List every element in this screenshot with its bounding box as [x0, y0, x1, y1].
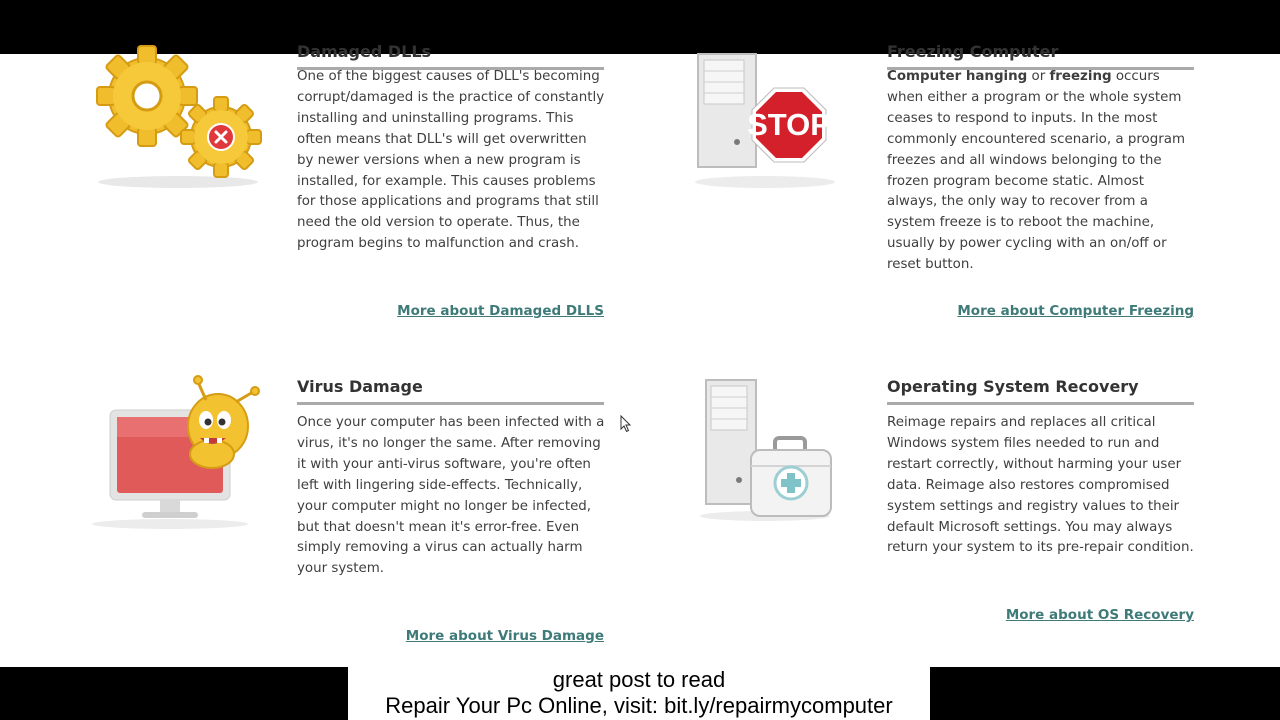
more-about-computer-freezing-link[interactable]: More about Computer Freezing — [957, 303, 1194, 319]
body-text: occurs when either a program or the whole system ceases to respond to inputs. In the most commonly encountered scenario, a program freezes and all windows belonging to the frozen program become static. Almost always, the only way to recover from a system freeze is to reboot the machine, usually by power cycling with an on/off or reset button. — [887, 69, 1185, 273]
section-title: Damaged DLLs — [297, 42, 604, 70]
section-damaged-dlls — [297, 42, 604, 337]
gears-error-icon — [90, 54, 265, 194]
section-body — [887, 67, 1197, 276]
more-about-virus-damage-link[interactable]: More about Virus Damage — [405, 628, 604, 644]
stop-sign-icon — [690, 54, 850, 194]
more-about-damaged-dlls-link[interactable]: More about Damaged DLLS — [397, 303, 604, 319]
section-body: Reimage repairs and replaces all critical Windows system files needed to run and restart correctly, without harming your user data. Reimage also restores compromised system settings and registry values to their default Microsoft settings. You may always return your system to its pre-repair condition. — [887, 415, 1194, 556]
section-title: Virus Damage — [297, 377, 604, 405]
section-os-recovery — [887, 377, 1194, 652]
caption-line-2: Repair Your Pc Online, visit: bit.ly/repairmycomputer — [385, 693, 893, 718]
section-freezing-computer — [887, 42, 1194, 337]
caption-line-1: great post to read — [552, 667, 726, 692]
body-strong: Computer hanging — [887, 69, 1028, 84]
section-body: Once your computer has been infected with a virus, it's no longer the same. After removing it with your anti-virus software, you're often left with lingering side-effects. Technically, your computer might no longer be infected, but that doesn't mean it's error-free. Even simply removing a virus can actually harm your system. — [297, 415, 605, 577]
section-title: Operating System Recovery — [887, 377, 1194, 405]
first-aid-kit-icon — [695, 376, 855, 526]
web-page — [0, 42, 1280, 667]
body-or: or — [1027, 69, 1050, 84]
stop-sign-text: STOP — [747, 107, 831, 142]
section-virus-damage — [297, 377, 604, 652]
section-title: Freezing Computer — [887, 42, 1194, 70]
body-strong2: freezing — [1049, 69, 1112, 84]
bug-monitor-icon — [90, 374, 265, 534]
video-caption — [348, 667, 930, 720]
more-about-os-recovery-link[interactable]: More about OS Recovery — [1005, 607, 1194, 623]
section-body: One of the biggest causes of DLL's becoming corrupt/damaged is the practice of constantly installing and uninstalling programs. This often means that DLL's will get overwritten by newer versions when a new program is installed, for example. This causes problems for those applications and programs that still need the old version to operate. Thus, the program begins to malfunction and crash. — [297, 69, 605, 252]
mouse-cursor-icon — [620, 415, 632, 437]
